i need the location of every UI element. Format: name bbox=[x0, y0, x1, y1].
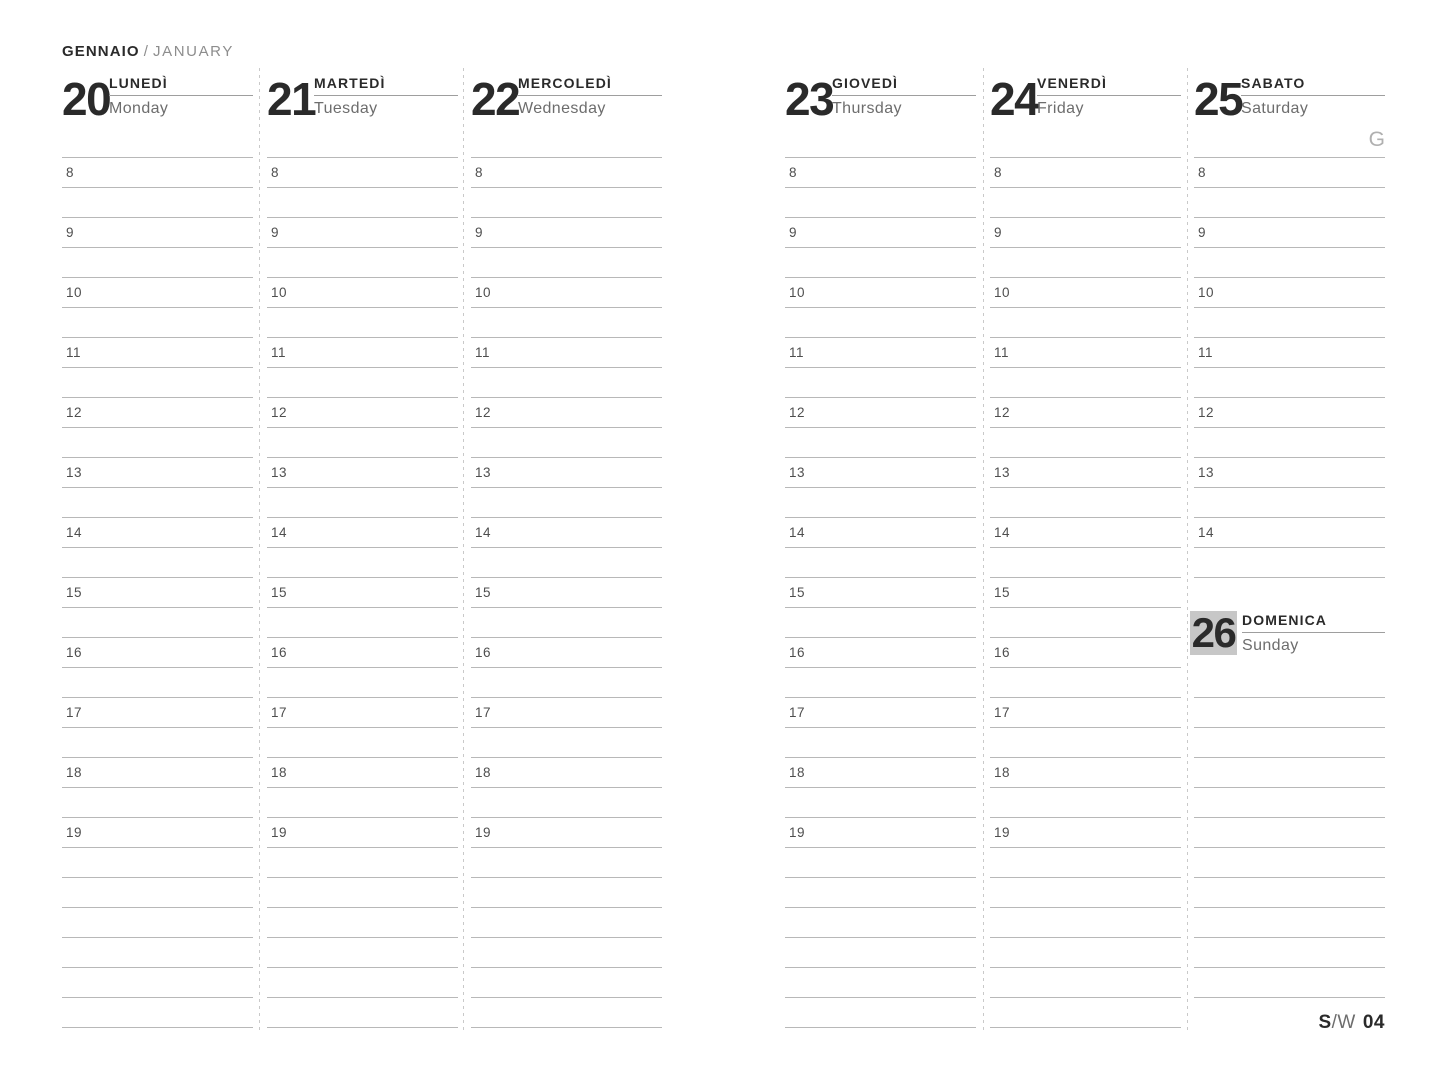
writing-line[interactable] bbox=[62, 788, 253, 818]
hour-label: 19 bbox=[66, 825, 83, 840]
hour-slot-19[interactable] bbox=[471, 818, 662, 848]
day-name-english: Tuesday bbox=[314, 100, 378, 117]
day-grid bbox=[267, 157, 458, 1028]
hour-label: 11 bbox=[475, 345, 491, 360]
writing-line[interactable] bbox=[267, 938, 458, 968]
column-separator bbox=[983, 68, 984, 1030]
writing-line[interactable] bbox=[267, 968, 458, 998]
hour-label: 10 bbox=[475, 285, 492, 300]
writing-line[interactable] bbox=[1194, 548, 1385, 578]
writing-line[interactable] bbox=[785, 908, 976, 938]
hour-slot-11[interactable] bbox=[1194, 338, 1385, 368]
hour-label: 14 bbox=[66, 525, 83, 540]
hour-slot-17[interactable] bbox=[267, 698, 458, 728]
writing-line[interactable] bbox=[62, 308, 253, 338]
writing-line[interactable] bbox=[1194, 818, 1385, 848]
writing-line[interactable] bbox=[267, 668, 458, 698]
writing-line[interactable] bbox=[1194, 938, 1385, 968]
writing-line[interactable] bbox=[785, 668, 976, 698]
writing-line[interactable] bbox=[471, 728, 662, 758]
writing-line[interactable] bbox=[267, 848, 458, 878]
hour-label: 9 bbox=[1198, 225, 1207, 240]
hour-slot-15[interactable] bbox=[471, 578, 662, 608]
hour-slot-14[interactable] bbox=[62, 518, 253, 548]
writing-line[interactable] bbox=[471, 188, 662, 218]
hour-label: 12 bbox=[475, 405, 492, 420]
hour-slot-8[interactable] bbox=[62, 158, 253, 188]
hour-label: 17 bbox=[66, 705, 83, 720]
writing-line[interactable] bbox=[471, 368, 662, 398]
hour-slot-19[interactable] bbox=[990, 818, 1181, 848]
writing-line[interactable] bbox=[471, 248, 662, 278]
hour-slot-13[interactable] bbox=[785, 458, 976, 488]
day-name-italian: MARTEDÌ bbox=[314, 76, 458, 96]
writing-line[interactable] bbox=[785, 728, 976, 758]
hour-label: 8 bbox=[789, 165, 798, 180]
hour-slot-18[interactable] bbox=[471, 758, 662, 788]
hour-slot-13[interactable] bbox=[62, 458, 253, 488]
hour-slot-13[interactable] bbox=[1194, 458, 1385, 488]
hour-slot-10[interactable] bbox=[471, 278, 662, 308]
writing-line[interactable] bbox=[471, 308, 662, 338]
day-names bbox=[518, 76, 662, 117]
hour-label: 10 bbox=[66, 285, 83, 300]
hour-label: 8 bbox=[475, 165, 484, 180]
writing-line[interactable] bbox=[1194, 728, 1385, 758]
hour-label: 12 bbox=[789, 405, 806, 420]
week-number: 04 bbox=[1362, 1012, 1385, 1033]
hour-label: 14 bbox=[1198, 525, 1215, 540]
writing-line[interactable] bbox=[990, 428, 1181, 458]
month-header bbox=[62, 44, 234, 59]
writing-line[interactable] bbox=[62, 608, 253, 638]
hour-label: 18 bbox=[994, 765, 1011, 780]
hour-slot-10[interactable] bbox=[990, 278, 1181, 308]
hour-slot-16[interactable] bbox=[267, 638, 458, 668]
writing-line[interactable] bbox=[990, 548, 1181, 578]
hour-slot-11[interactable] bbox=[471, 338, 662, 368]
hour-label: 17 bbox=[789, 705, 806, 720]
day-name-english: Sunday bbox=[1242, 637, 1299, 654]
hour-label: 19 bbox=[475, 825, 492, 840]
sunday-header bbox=[1191, 608, 1385, 672]
hour-slot-12[interactable] bbox=[471, 398, 662, 428]
day-name-italian: LUNEDÌ bbox=[109, 76, 253, 96]
day-header bbox=[62, 75, 253, 157]
hour-label: 16 bbox=[789, 645, 806, 660]
column-separator bbox=[1187, 68, 1188, 1030]
writing-line[interactable] bbox=[471, 848, 662, 878]
writing-line[interactable] bbox=[62, 548, 253, 578]
day-column-tuesday bbox=[267, 75, 458, 1060]
writing-line[interactable] bbox=[471, 548, 662, 578]
writing-line[interactable] bbox=[785, 788, 976, 818]
writing-line[interactable] bbox=[990, 788, 1181, 818]
hour-slot-8[interactable] bbox=[1194, 158, 1385, 188]
day-name-italian: GIOVEDÌ bbox=[832, 76, 976, 96]
hour-label: 9 bbox=[475, 225, 484, 240]
day-header bbox=[990, 75, 1181, 157]
hour-label: 13 bbox=[66, 465, 83, 480]
hour-slot-18[interactable] bbox=[267, 758, 458, 788]
hour-label: 8 bbox=[66, 165, 75, 180]
week-number-tag bbox=[1185, 1012, 1385, 1034]
hour-slot-15[interactable] bbox=[267, 578, 458, 608]
month-name-italian: GENNAIO bbox=[62, 43, 140, 60]
day-header bbox=[267, 75, 458, 157]
writing-line[interactable] bbox=[785, 428, 976, 458]
hour-slot-16[interactable] bbox=[471, 638, 662, 668]
hour-label: 18 bbox=[789, 765, 806, 780]
hour-label: 16 bbox=[994, 645, 1011, 660]
writing-line[interactable] bbox=[785, 608, 976, 638]
writing-line[interactable] bbox=[785, 248, 976, 278]
writing-line[interactable] bbox=[990, 968, 1181, 998]
hour-label: 9 bbox=[789, 225, 798, 240]
hour-label: 14 bbox=[789, 525, 806, 540]
writing-line[interactable] bbox=[471, 488, 662, 518]
writing-line[interactable] bbox=[1194, 848, 1385, 878]
day-number: 26 bbox=[1191, 609, 1236, 656]
writing-line[interactable] bbox=[785, 308, 976, 338]
writing-line[interactable] bbox=[1194, 878, 1385, 908]
hour-slot-19[interactable] bbox=[62, 818, 253, 848]
writing-line[interactable] bbox=[471, 938, 662, 968]
writing-line[interactable] bbox=[1194, 908, 1385, 938]
writing-line[interactable] bbox=[1194, 698, 1385, 728]
hour-label: 16 bbox=[271, 645, 288, 660]
writing-line[interactable] bbox=[785, 188, 976, 218]
writing-line[interactable] bbox=[62, 938, 253, 968]
day-column-friday bbox=[990, 75, 1181, 1060]
hour-slot-10[interactable] bbox=[785, 278, 976, 308]
day-grid bbox=[471, 157, 662, 1028]
hour-label: 16 bbox=[66, 645, 83, 660]
hour-slot-14[interactable] bbox=[990, 518, 1181, 548]
writing-line[interactable] bbox=[62, 248, 253, 278]
day-names bbox=[1241, 76, 1385, 117]
writing-line[interactable] bbox=[990, 308, 1181, 338]
writing-line[interactable] bbox=[471, 668, 662, 698]
hour-slot-15[interactable] bbox=[785, 578, 976, 608]
day-name-english: Monday bbox=[109, 100, 169, 117]
writing-line[interactable] bbox=[62, 668, 253, 698]
hour-label: 13 bbox=[994, 465, 1011, 480]
hour-slot-14[interactable] bbox=[471, 518, 662, 548]
hour-label: 12 bbox=[66, 405, 83, 420]
day-names bbox=[314, 76, 458, 117]
day-names bbox=[832, 76, 976, 117]
hour-slot-9[interactable] bbox=[1194, 218, 1385, 248]
writing-line[interactable] bbox=[62, 188, 253, 218]
hour-label: 10 bbox=[1198, 285, 1215, 300]
hour-slot-16[interactable] bbox=[62, 638, 253, 668]
hour-label: 11 bbox=[789, 345, 805, 360]
hour-label: 11 bbox=[66, 345, 82, 360]
hour-slot-10[interactable] bbox=[1194, 278, 1385, 308]
hour-slot-8[interactable] bbox=[471, 158, 662, 188]
writing-line[interactable] bbox=[267, 728, 458, 758]
hour-slot-13[interactable] bbox=[267, 458, 458, 488]
hour-label: 8 bbox=[1198, 165, 1207, 180]
hour-label: 16 bbox=[475, 645, 492, 660]
writing-line[interactable] bbox=[990, 488, 1181, 518]
day-header bbox=[471, 75, 662, 157]
hour-label: 19 bbox=[271, 825, 288, 840]
writing-line[interactable] bbox=[990, 248, 1181, 278]
day-number: 21 bbox=[267, 73, 316, 125]
hour-label: 11 bbox=[1198, 345, 1214, 360]
hour-label: 15 bbox=[271, 585, 288, 600]
hour-label: 9 bbox=[66, 225, 75, 240]
hour-slot-12[interactable] bbox=[990, 398, 1181, 428]
hour-label: 15 bbox=[789, 585, 806, 600]
day-grid bbox=[1194, 157, 1385, 578]
hour-label: 17 bbox=[271, 705, 288, 720]
hour-label: 13 bbox=[789, 465, 806, 480]
writing-line[interactable] bbox=[267, 878, 458, 908]
writing-line[interactable] bbox=[990, 728, 1181, 758]
hour-slot-11[interactable] bbox=[990, 338, 1181, 368]
writing-line[interactable] bbox=[267, 488, 458, 518]
hour-label: 15 bbox=[475, 585, 492, 600]
hour-label: 17 bbox=[994, 705, 1011, 720]
column-separator bbox=[463, 68, 464, 1030]
hour-label: 9 bbox=[271, 225, 280, 240]
hour-slot-8[interactable] bbox=[990, 158, 1181, 188]
day-name-english: Thursday bbox=[832, 100, 902, 117]
writing-line[interactable] bbox=[62, 848, 253, 878]
hour-slot-11[interactable] bbox=[267, 338, 458, 368]
hour-slot-12[interactable] bbox=[267, 398, 458, 428]
writing-line[interactable] bbox=[62, 878, 253, 908]
week-prefix-english: /W bbox=[1331, 1012, 1356, 1033]
hour-slot-17[interactable] bbox=[62, 698, 253, 728]
writing-line[interactable] bbox=[1194, 308, 1385, 338]
writing-line[interactable] bbox=[62, 428, 253, 458]
day-column-thursday bbox=[785, 75, 976, 1060]
day-number: 23 bbox=[785, 73, 834, 125]
hour-slot-13[interactable] bbox=[990, 458, 1181, 488]
hour-slot-16[interactable] bbox=[785, 638, 976, 668]
hour-slot-10[interactable] bbox=[62, 278, 253, 308]
hour-slot-9[interactable] bbox=[267, 218, 458, 248]
hour-label: 18 bbox=[271, 765, 288, 780]
day-names bbox=[1037, 76, 1181, 117]
hour-slot-17[interactable] bbox=[785, 698, 976, 728]
writing-line[interactable] bbox=[1194, 968, 1385, 998]
hour-slot-16[interactable] bbox=[990, 638, 1181, 668]
hour-label: 13 bbox=[1198, 465, 1215, 480]
writing-line[interactable] bbox=[990, 608, 1181, 638]
writing-line[interactable] bbox=[990, 998, 1181, 1028]
hour-label: 11 bbox=[271, 345, 287, 360]
day-column-wednesday bbox=[471, 75, 662, 1060]
writing-line[interactable] bbox=[1194, 488, 1385, 518]
hour-label: 13 bbox=[475, 465, 492, 480]
writing-line[interactable] bbox=[267, 788, 458, 818]
hour-label: 13 bbox=[271, 465, 288, 480]
day-name-english: Friday bbox=[1037, 100, 1084, 117]
hour-label: 12 bbox=[1198, 405, 1215, 420]
brand-watermark-g: G bbox=[1368, 128, 1385, 151]
writing-line[interactable] bbox=[990, 938, 1181, 968]
hour-label: 17 bbox=[475, 705, 492, 720]
day-column-monday bbox=[62, 75, 253, 1060]
hour-label: 14 bbox=[994, 525, 1011, 540]
writing-line[interactable] bbox=[785, 998, 976, 1028]
hour-slot-8[interactable] bbox=[267, 158, 458, 188]
hour-slot-17[interactable] bbox=[471, 698, 662, 728]
hour-slot-18[interactable] bbox=[62, 758, 253, 788]
hour-label: 14 bbox=[475, 525, 492, 540]
hour-label: 10 bbox=[789, 285, 806, 300]
writing-line[interactable] bbox=[785, 938, 976, 968]
day-name-english: Saturday bbox=[1241, 100, 1309, 117]
hour-slot-12[interactable] bbox=[1194, 398, 1385, 428]
month-name-english: JANUARY bbox=[153, 43, 234, 60]
day-name-italian: DOMENICA bbox=[1242, 613, 1385, 633]
writing-line[interactable] bbox=[267, 248, 458, 278]
writing-line[interactable] bbox=[990, 668, 1181, 698]
writing-line[interactable] bbox=[785, 488, 976, 518]
day-number: 22 bbox=[471, 73, 520, 125]
hour-label: 9 bbox=[994, 225, 1003, 240]
hour-label: 15 bbox=[994, 585, 1011, 600]
hour-label: 18 bbox=[66, 765, 83, 780]
writing-line[interactable] bbox=[1194, 188, 1385, 218]
hour-label: 18 bbox=[475, 765, 492, 780]
day-grid bbox=[785, 157, 976, 1028]
day-column-saturday bbox=[1191, 73, 1385, 1060]
day-name-italian: VENERDÌ bbox=[1037, 76, 1181, 96]
hour-slot-11[interactable] bbox=[62, 338, 253, 368]
writing-line[interactable] bbox=[1194, 788, 1385, 818]
writing-line[interactable] bbox=[1194, 758, 1385, 788]
writing-line[interactable] bbox=[267, 308, 458, 338]
hour-slot-18[interactable] bbox=[990, 758, 1181, 788]
writing-line[interactable] bbox=[267, 548, 458, 578]
hour-slot-14[interactable] bbox=[1194, 518, 1385, 548]
month-separator: / bbox=[143, 43, 149, 60]
hour-slot-18[interactable] bbox=[785, 758, 976, 788]
day-grid bbox=[990, 157, 1181, 1028]
writing-line[interactable] bbox=[785, 878, 976, 908]
writing-line[interactable] bbox=[62, 908, 253, 938]
writing-line[interactable] bbox=[1194, 428, 1385, 458]
writing-line[interactable] bbox=[1194, 368, 1385, 398]
writing-line[interactable] bbox=[267, 908, 458, 938]
hour-slot-13[interactable] bbox=[471, 458, 662, 488]
sunday-grid bbox=[1194, 697, 1385, 998]
writing-line[interactable] bbox=[267, 998, 458, 1028]
hour-slot-15[interactable] bbox=[990, 578, 1181, 608]
hour-slot-11[interactable] bbox=[785, 338, 976, 368]
writing-line[interactable] bbox=[471, 788, 662, 818]
writing-line[interactable] bbox=[785, 548, 976, 578]
writing-line[interactable] bbox=[267, 428, 458, 458]
hour-slot-9[interactable] bbox=[785, 218, 976, 248]
writing-line[interactable] bbox=[62, 998, 253, 1028]
writing-line[interactable] bbox=[471, 878, 662, 908]
day-name-italian: MERCOLEDÌ bbox=[518, 76, 662, 96]
writing-line[interactable] bbox=[471, 608, 662, 638]
day-number: 20 bbox=[62, 73, 111, 125]
column-separator bbox=[259, 68, 260, 1030]
day-names bbox=[109, 76, 253, 117]
day-number: 24 bbox=[990, 73, 1039, 125]
writing-line[interactable] bbox=[1194, 248, 1385, 278]
writing-line[interactable] bbox=[471, 908, 662, 938]
writing-line[interactable] bbox=[267, 368, 458, 398]
day-number: 25 bbox=[1194, 73, 1243, 125]
hour-slot-15[interactable] bbox=[62, 578, 253, 608]
hour-slot-8[interactable] bbox=[785, 158, 976, 188]
hour-label: 10 bbox=[994, 285, 1011, 300]
writing-line[interactable] bbox=[990, 188, 1181, 218]
hour-label: 14 bbox=[271, 525, 288, 540]
hour-label: 11 bbox=[994, 345, 1010, 360]
writing-line[interactable] bbox=[62, 368, 253, 398]
hour-slot-9[interactable] bbox=[471, 218, 662, 248]
week-prefix-local: S bbox=[1318, 1012, 1332, 1033]
writing-line[interactable] bbox=[62, 968, 253, 998]
hour-label: 19 bbox=[994, 825, 1011, 840]
hour-slot-14[interactable] bbox=[267, 518, 458, 548]
hour-label: 8 bbox=[994, 165, 1003, 180]
hour-slot-9[interactable] bbox=[62, 218, 253, 248]
writing-line[interactable] bbox=[990, 368, 1181, 398]
writing-line[interactable] bbox=[990, 848, 1181, 878]
hour-slot-9[interactable] bbox=[990, 218, 1181, 248]
hour-label: 10 bbox=[271, 285, 288, 300]
hour-slot-14[interactable] bbox=[785, 518, 976, 548]
writing-line[interactable] bbox=[267, 188, 458, 218]
hour-slot-12[interactable] bbox=[785, 398, 976, 428]
writing-line[interactable] bbox=[990, 908, 1181, 938]
writing-line[interactable] bbox=[62, 728, 253, 758]
hour-slot-12[interactable] bbox=[62, 398, 253, 428]
hour-slot-19[interactable] bbox=[267, 818, 458, 848]
hour-slot-17[interactable] bbox=[990, 698, 1181, 728]
day-name-italian: SABATO bbox=[1241, 76, 1385, 96]
writing-line[interactable] bbox=[267, 608, 458, 638]
day-header bbox=[785, 75, 976, 157]
writing-line[interactable] bbox=[785, 848, 976, 878]
sunday-date-highlight bbox=[1190, 611, 1237, 655]
hour-label: 12 bbox=[994, 405, 1011, 420]
hour-label: 19 bbox=[789, 825, 806, 840]
day-name-english: Wednesday bbox=[518, 100, 606, 117]
writing-line[interactable] bbox=[990, 878, 1181, 908]
hour-label: 8 bbox=[271, 165, 280, 180]
writing-line[interactable] bbox=[62, 488, 253, 518]
writing-line[interactable] bbox=[785, 368, 976, 398]
writing-line[interactable] bbox=[785, 968, 976, 998]
writing-line[interactable] bbox=[471, 428, 662, 458]
day-names bbox=[1242, 613, 1385, 654]
hour-label: 12 bbox=[271, 405, 288, 420]
writing-line[interactable] bbox=[471, 968, 662, 998]
hour-slot-19[interactable] bbox=[785, 818, 976, 848]
writing-line[interactable] bbox=[471, 998, 662, 1028]
day-grid bbox=[62, 157, 253, 1028]
hour-slot-10[interactable] bbox=[267, 278, 458, 308]
hour-label: 15 bbox=[66, 585, 83, 600]
